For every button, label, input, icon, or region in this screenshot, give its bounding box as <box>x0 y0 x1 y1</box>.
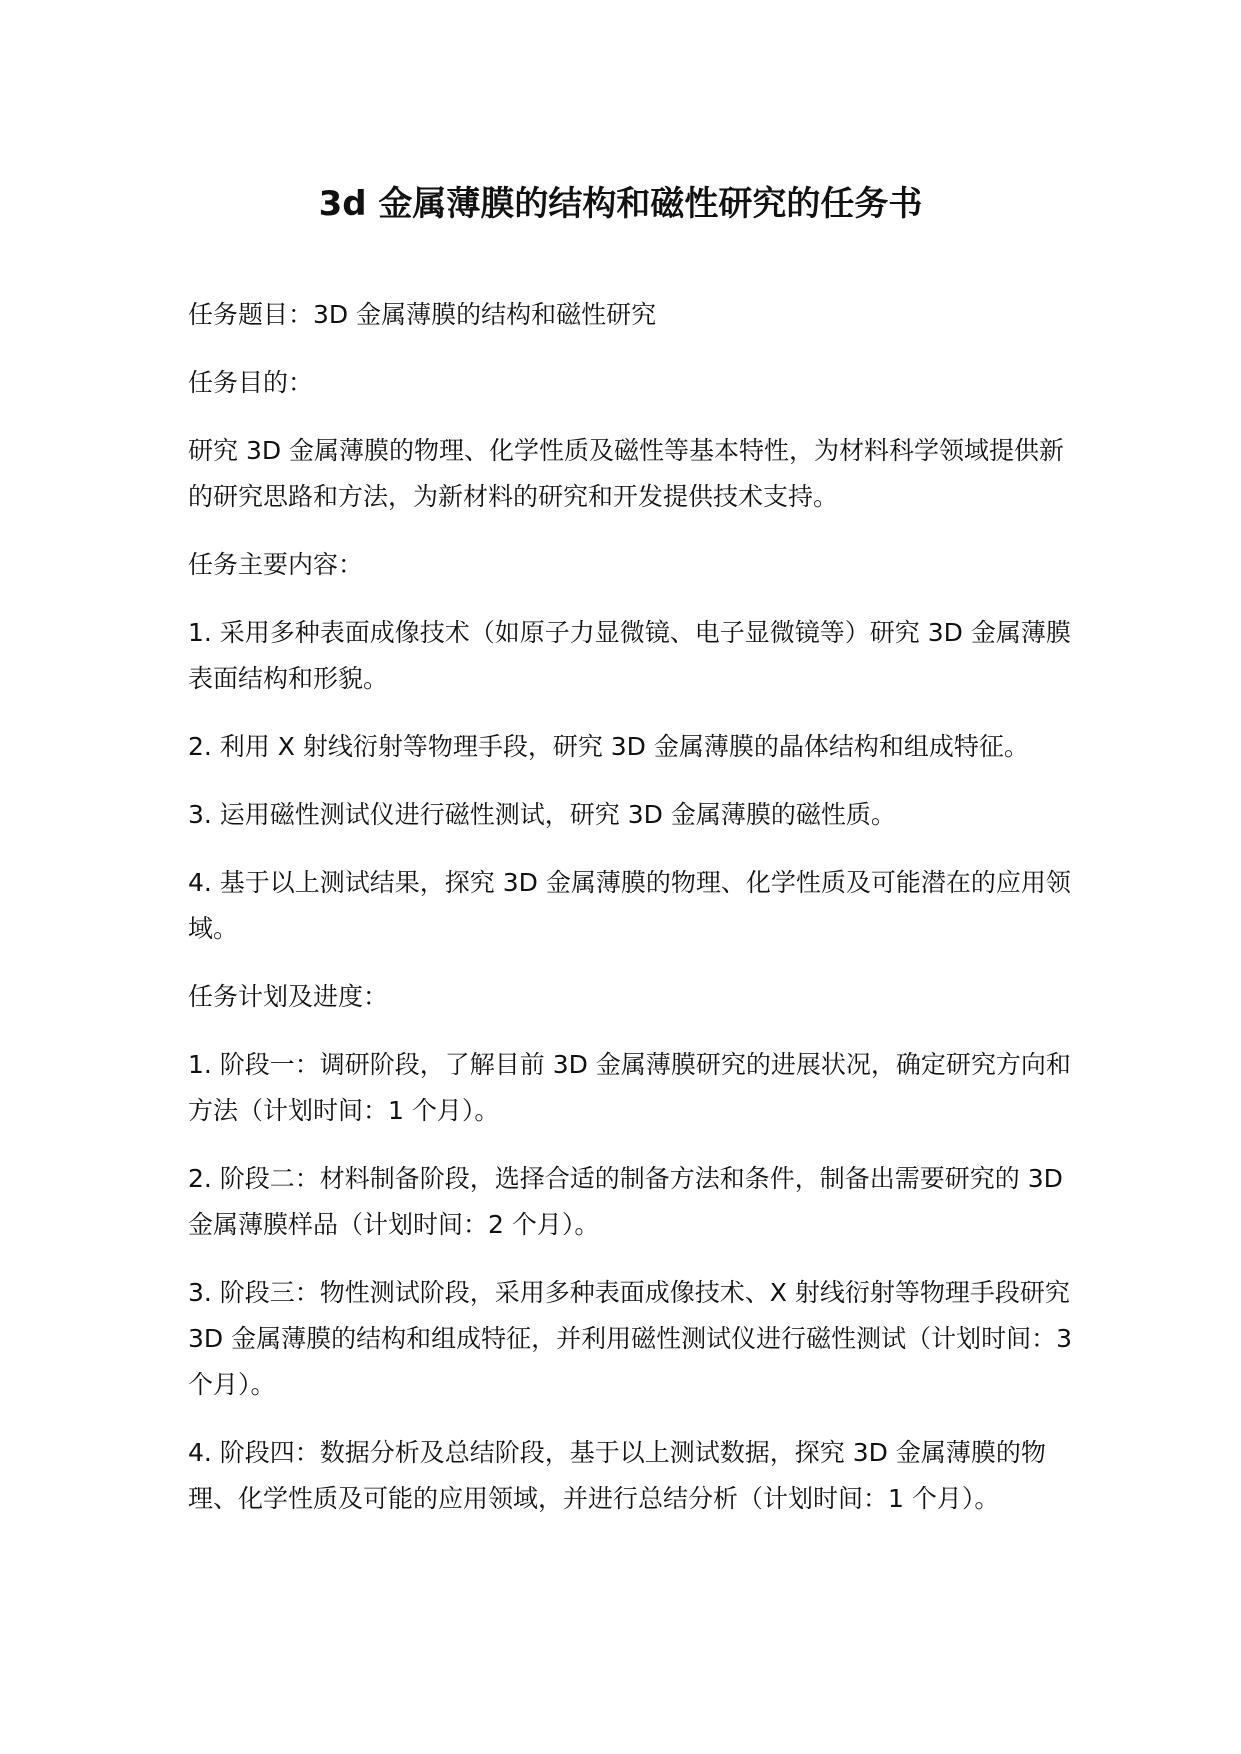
plan-item-4: 4. 阶段四：数据分析及总结阶段，基于以上测试数据，探究 3D 金属薄膜的物理、化学性质及可能的应用领域，并进行总结分析（计划时间：1 个月）。 <box>188 1438 1046 1513</box>
content-heading: 任务主要内容： <box>188 550 364 579</box>
task-topic: 任务题目：3D 金属薄膜的结构和磁性研究 <box>188 300 657 329</box>
plan-item-1: 1. 阶段一：调研阶段，了解目前 3D 金属薄膜研究的进展状况，确定研究方向和方法（计划时间：1 个月）。 <box>188 1050 1071 1125</box>
plan-item-2: 2. 阶段二：材料制备阶段，选择合适的制备方法和条件，制备出需要研究的 3D 金属薄膜样品（计划时间：2 个月）。 <box>188 1164 1063 1239</box>
purpose-text: 研究 3D 金属薄膜的物理、化学性质及磁性等基本特性，为材料科学领域提供新的研究思路和方法，为新材料的研究和开发提供技术支持。 <box>188 436 1065 511</box>
content-item-2: 2. 利用 X 射线衍射等物理手段，研究 3D 金属薄膜的晶体结构和组成特征。 <box>188 732 1029 761</box>
content-item-3: 3. 运用磁性测试仪进行磁性测试，研究 3D 金属薄膜的磁性质。 <box>188 800 896 829</box>
purpose-heading: 任务目的： <box>188 368 314 397</box>
content-item-1: 1. 采用多种表面成像技术（如原子力显微镜、电子显微镜等）研究 3D 金属薄膜表面结构和形貌。 <box>188 618 1071 693</box>
plan-item-3: 3. 阶段三：物性测试阶段，采用多种表面成像技术、X 射线衍射等物理手段研究 3D 金属薄膜的结构和组成特征，并利用磁性测试仪进行磁性测试（计划时间：3 个月）。 <box>188 1278 1073 1399</box>
document-title: 3d 金属薄膜的结构和磁性研究的任务书 <box>318 184 923 224</box>
plan-heading: 任务计划及进度： <box>188 982 389 1011</box>
content-item-4: 4. 基于以上测试结果，探究 3D 金属薄膜的物理、化学性质及可能潜在的应用领域。 <box>188 868 1071 943</box>
document-body <box>188 292 1088 1544</box>
